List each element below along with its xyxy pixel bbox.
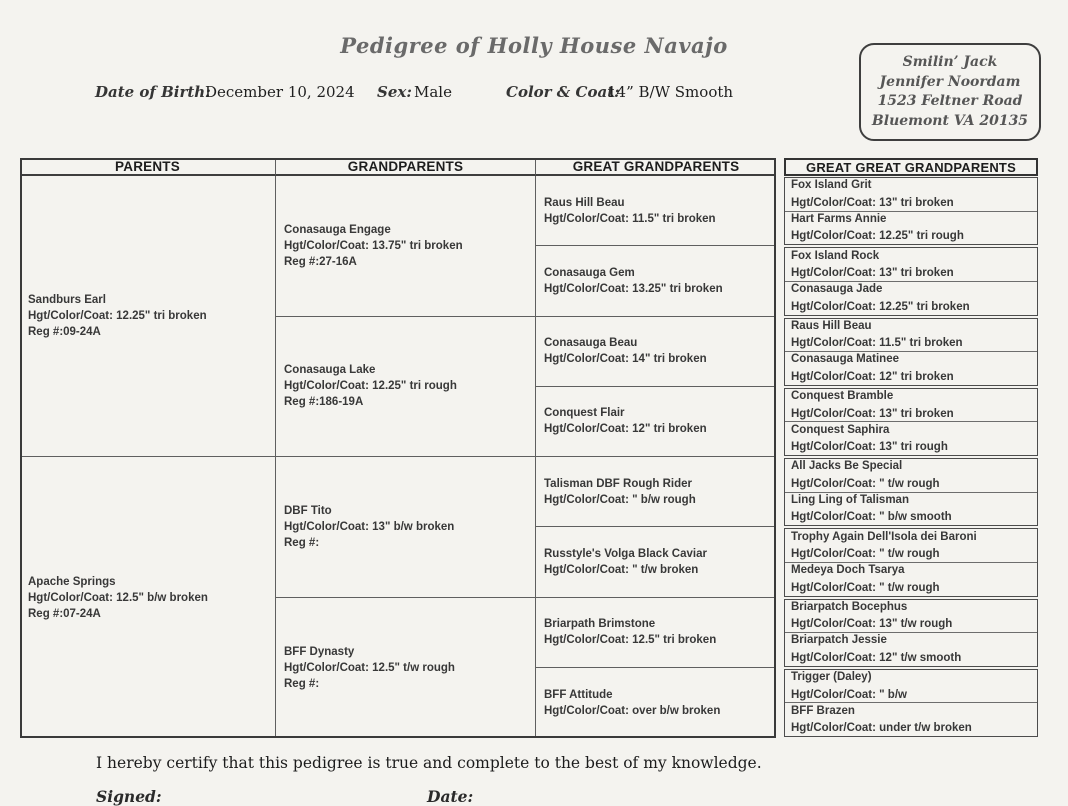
ancestor-hgt: Hgt/Color/Coat: 13" tri broken (791, 407, 954, 420)
contact-line: Bluemont VA 20135 (871, 112, 1029, 129)
great-great-grandparent-pair (784, 669, 1038, 737)
ancestor-reg: Reg #:186-19A (284, 396, 364, 409)
ancestor-name: BFF Brazen (791, 704, 855, 717)
great-great-grandparent-cell (785, 459, 1037, 493)
ancestor-reg: Reg #: (284, 536, 320, 549)
ancestor-name: Briarpatch Jessie (791, 634, 887, 647)
great-great-grandparent-pair (784, 318, 1038, 386)
grandparent-cell (276, 317, 536, 458)
contact-line: Jennifer Noordam (879, 73, 1021, 90)
ancestor-hgt: Hgt/Color/Coat: " b/w smooth (791, 511, 952, 524)
ancestor-name: Sandburs Earl (28, 294, 106, 306)
ancestor-hgt: Hgt/Color/Coat: 12.25" tri broken (791, 300, 970, 313)
contact-line: 1523 Feltner Road (877, 93, 1023, 109)
ancestor-name: Briarpatch Bocephus (791, 600, 908, 613)
ancestor-name: Fox Island Rock (791, 249, 880, 262)
ancestor-name: BFF Dynasty (284, 645, 355, 658)
page-title: Pedigree of Holly House Navajo (340, 33, 728, 58)
ancestor-hgt: Hgt/Color/Coat: " t/w broken (544, 563, 699, 576)
signed-label: Signed: (96, 787, 162, 806)
ancestor-hgt: Hgt/Color/Coat: 13" tri broken (791, 267, 954, 280)
ancestor-hgt: Hgt/Color/Coat: 12" tri broken (544, 423, 707, 436)
great-grandparent-cell (536, 317, 776, 387)
ancestor-hgt: Hgt/Color/Coat: 12.5" t/w rough (284, 661, 455, 674)
sex-label: Sex: (377, 83, 412, 101)
great-great-grandparent-cell (785, 352, 1037, 385)
great-great-grandparent-cell (785, 529, 1037, 563)
ancestor-name: Medeya Doch Tsarya (791, 564, 905, 577)
grandparent-cell (276, 598, 536, 739)
ancestor-name: Hart Farms Annie (791, 212, 887, 225)
date-label: Date: (427, 787, 474, 806)
ancestor-name: DBF Tito (284, 504, 332, 517)
ancestor-hgt: Hgt/Color/Coat: 13.75" tri broken (284, 239, 463, 252)
ancestor-name: All Jacks Be Special (791, 460, 903, 473)
great-great-grandparent-pair (784, 528, 1038, 596)
column-header-great-great-grandparents: GREAT GREAT GRANDPARENTS (784, 158, 1038, 176)
ancestor-name: Conasauga Gem (544, 266, 635, 279)
great-grandparent-cell (536, 176, 776, 246)
ancestor-name: Talisman DBF Rough Rider (544, 477, 693, 490)
ancestor-hgt: Hgt/Color/Coat: 12.5" b/w broken (28, 591, 208, 604)
great-great-grandparent-cell (785, 670, 1037, 704)
ancestor-name: Raus Hill Beau (544, 196, 625, 209)
great-great-grandparent-cell (785, 212, 1037, 245)
ancestor-name: Ling Ling of Talisman (791, 493, 909, 506)
ancestor-name: Trigger (Daley) (791, 671, 872, 684)
great-great-grandparent-cell (785, 319, 1037, 353)
ancestor-hgt: Hgt/Color/Coat: 14" tri broken (544, 353, 707, 366)
ancestor-reg: Reg #:27-16A (284, 255, 357, 268)
ancestor-hgt: Hgt/Color/Coat: 12.25" tri broken (28, 310, 207, 322)
ancestor-hgt: Hgt/Color/Coat: 11.5" tri broken (791, 337, 963, 350)
column-header-grandparents: GRANDPARENTS (276, 158, 536, 176)
column-header-great-grandparents: GREAT GRANDPARENTS (536, 158, 776, 176)
great-grandparent-cell (536, 457, 776, 527)
ancestor-name: Trophy Again Dell'Isola dei Baroni (791, 530, 977, 543)
ancestor-name: Conasauga Lake (284, 364, 376, 377)
great-great-grandparent-cell (785, 563, 1037, 596)
great-great-grandparent-pair (784, 599, 1038, 667)
ancestor-hgt: Hgt/Color/Coat: " t/w rough (791, 477, 940, 490)
ancestor-name: Conquest Saphira (791, 423, 890, 436)
ancestor-name: BFF Attitude (544, 688, 613, 701)
great-grandparent-cell (536, 387, 776, 457)
ancestor-name: Apache Springs (28, 575, 116, 588)
ancestor-name: Conasauga Beau (544, 337, 638, 350)
ancestor-hgt: Hgt/Color/Coat: 13" tri broken (791, 196, 954, 209)
ancestor-name: Russtyle's Volga Black Caviar (544, 547, 707, 560)
ancestor-hgt: Hgt/Color/Coat: " b/w rough (544, 493, 696, 506)
great-great-grandparent-cell (785, 633, 1037, 666)
ancestor-hgt: Hgt/Color/Coat: " t/w rough (791, 581, 940, 594)
ancestor-hgt: Hgt/Color/Coat: 13" tri rough (791, 441, 948, 454)
ancestor-name: Conquest Bramble (791, 390, 894, 403)
great-great-grandparent-cell (785, 600, 1037, 634)
pedigree-table (20, 158, 1038, 738)
sex-value: Male (414, 83, 452, 101)
grandparent-cell (276, 457, 536, 598)
ancestor-name: Briarpath Brimstone (544, 618, 656, 631)
column-header-parents: PARENTS (20, 158, 276, 176)
ancestor-hgt: Hgt/Color/Coat: over b/w broken (544, 704, 721, 717)
great-great-grandparent-cell (785, 178, 1037, 212)
dob-label: Date of Birth: (95, 83, 211, 101)
parent-cell (20, 457, 276, 738)
great-great-grandparent-pair (784, 247, 1038, 315)
great-great-grandparent-pair (784, 388, 1038, 456)
ancestor-hgt: Hgt/Color/Coat: 12.25" tri rough (791, 230, 964, 243)
grandparent-cell (276, 176, 536, 317)
ancestor-hgt: Hgt/Color/Coat: " b/w (791, 688, 907, 701)
great-great-grandparent-cell (785, 422, 1037, 455)
ancestor-hgt: Hgt/Color/Coat: under t/w broken (791, 722, 972, 735)
great-great-grandparent-cell (785, 248, 1037, 282)
ancestor-name: Conasauga Jade (791, 283, 883, 296)
coat-value: 14” B/W Smooth (607, 83, 734, 101)
ancestor-reg: Reg #:09-24A (28, 326, 101, 338)
great-grandparent-cell (536, 668, 776, 738)
great-great-grandparent-cell (785, 703, 1037, 736)
ancestor-hgt: Hgt/Color/Coat: 13" b/w broken (284, 520, 455, 533)
ancestor-hgt: Hgt/Color/Coat: 13.25" tri broken (544, 282, 723, 295)
great-grandparent-cell (536, 598, 776, 668)
ancestor-reg: Reg #:07-24A (28, 607, 101, 620)
great-great-grandparent-cell (785, 389, 1037, 423)
ancestor-hgt: Hgt/Color/Coat: 12.5" tri broken (544, 634, 717, 647)
parent-cell (20, 176, 276, 457)
ancestor-name: Raus Hill Beau (791, 319, 872, 332)
ancestor-name: Conasauga Engage (284, 223, 391, 236)
contact-line: Smilin’ Jack (902, 54, 998, 70)
ancestor-hgt: Hgt/Color/Coat: 11.5" tri broken (544, 212, 716, 225)
breeder-contact-box (859, 43, 1041, 141)
great-grandparent-cell (536, 246, 776, 316)
ancestor-name: Conasauga Matinee (791, 353, 899, 366)
ancestor-hgt: Hgt/Color/Coat: 12.25" tri rough (284, 380, 457, 393)
great-great-grandparent-cell (785, 493, 1037, 526)
ancestor-name: Fox Island Grit (791, 179, 872, 192)
great-great-grandparent-pair (784, 458, 1038, 526)
ancestor-reg: Reg #: (284, 677, 320, 690)
coat-label: Color & Coat: (506, 83, 620, 101)
certify-text: I hereby certify that this pedigree is true and complete to the best of my knowledge. (96, 754, 762, 772)
ancestor-hgt: Hgt/Color/Coat: " t/w rough (791, 548, 940, 561)
ancestor-hgt: Hgt/Color/Coat: 12" t/w smooth (791, 651, 962, 664)
great-great-grandparent-pair (784, 177, 1038, 245)
ancestor-hgt: Hgt/Color/Coat: 12" tri broken (791, 370, 954, 383)
great-grandparent-cell (536, 527, 776, 597)
ancestor-name: Conquest Flair (544, 407, 625, 420)
ancestor-hgt: Hgt/Color/Coat: 13" t/w rough (791, 618, 953, 631)
great-great-grandparent-cell (785, 282, 1037, 315)
dob-value: December 10, 2024 (205, 83, 355, 101)
